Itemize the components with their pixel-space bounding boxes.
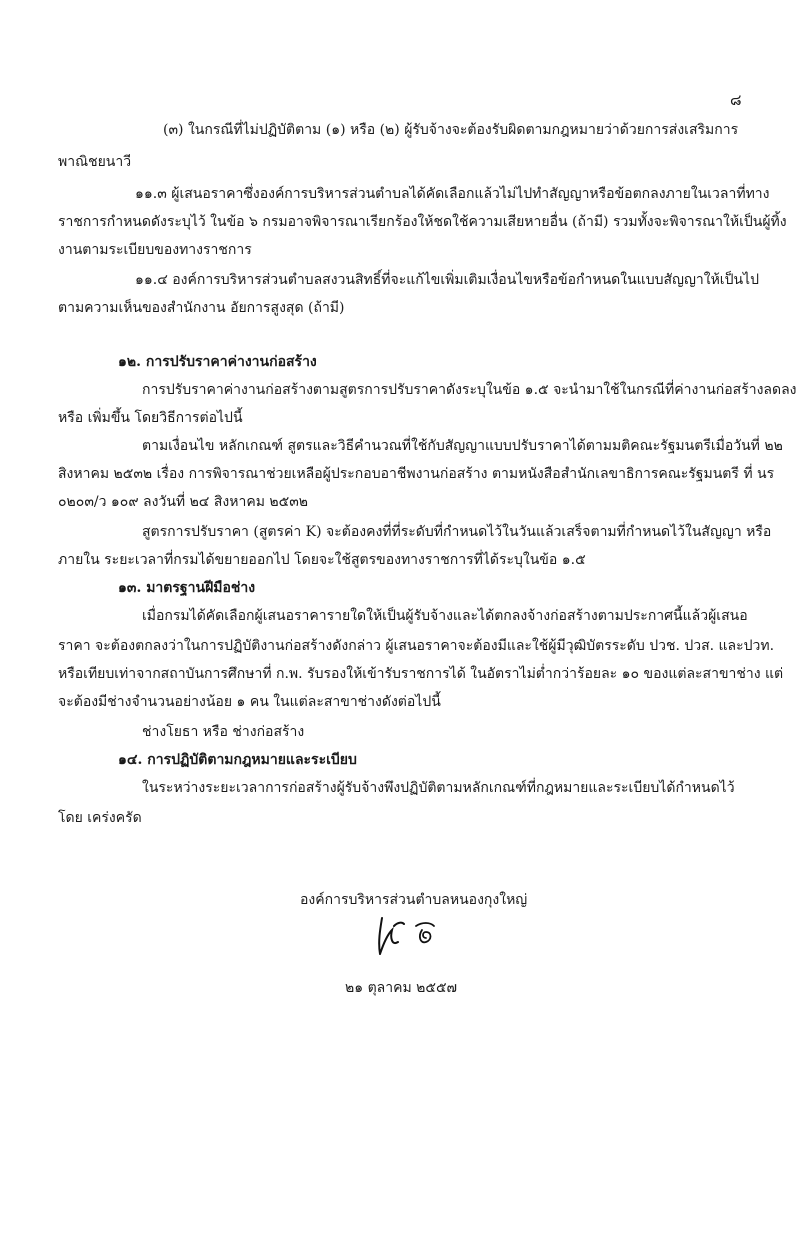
page-number: ๘ [730,91,742,109]
section-12-para-3-line-2: ภายใน ระยะเวลาที่กรมได้ขยายออกไป โดยจะใช้สูตรของทางราชการที่ได้ระบุในข้อ ๑.๕ [58,552,586,568]
handwritten-signature [372,912,442,960]
section-12-heading: ๑๒. การปรับราคาค่างานก่อสร้าง [118,354,317,370]
page-margin [0,1120,800,1257]
clause-11-4-line-2: ตามความเห็นของสำนักงาน อัยการสูงสุด (ถ้ามี) [58,300,345,316]
section-13-para-line-2: ราคา จะต้องตกลงว่าในการปฏิบัติงานก่อสร้างดังกล่าว ผู้เสนอราคาจะต้องมีและใช้ผู้มีวุฒิบัตรระดับ ปวช. ปวส. และปวท. [58,638,775,654]
signing-organization: องค์การบริหารส่วนตำบลหนองกุงใหญ่ [300,892,528,908]
section-13-para-line-1: เมื่อกรมได้คัดเลือกผู้เสนอราคารายใดให้เป็นผู้รับจ้างและได้ตกลงจ้างก่อสร้างตามประกาศนี้แล้วผู้เสนอ [142,608,748,624]
section-13-para-line-3: หรือเทียบเท่าจากสถาบันการศึกษาที่ ก.พ. รับรองให้เข้ารับราชการได้ ในอัตราไม่ต่ำกว่าร้อยละ ๑๐ ของแต่ละสาขาช่าง แต่ [58,666,784,682]
section-13-trade: ช่างโยธา หรือ ช่างก่อสร้าง [142,724,305,740]
section-14-para-line-2: โดย เคร่งครัด [58,810,142,826]
clause-11-2-3-line-1: (๓) ในกรณีที่ไม่ปฏิบัติตาม (๑) หรือ (๒) ผู้รับจ้างจะต้องรับผิดตามกฎหมายว่าด้วยการส่งเสริมการ [163,122,739,138]
clause-11-3-line-1: ๑๑.๓ ผู้เสนอราคาซึ่งองค์การบริหารส่วนตำบลได้คัดเลือกแล้วไม่ไปทำสัญญาหรือข้อตกลงภายในเวลาที่ทาง [135,186,770,202]
clause-11-2-3-line-2: พาณิชยนาวี [58,154,132,170]
section-13-heading: ๑๓. มาตรฐานฝีมือช่าง [118,580,256,596]
signing-date: ๒๑ ตุลาคม ๒๕๕๗ [345,980,458,996]
section-14-para-line-1: ในระหว่างระยะเวลาการก่อสร้างผู้รับจ้างพึงปฏิบัติตามหลักเกณฑ์ที่กฎหมายและระเบียบได้กำหนดไว้ [142,780,735,796]
section-14-heading: ๑๔. การปฏิบัติตามกฎหมายและระเบียบ [118,752,357,768]
section-12-para-1-line-2: หรือ เพิ่มขึ้น โดยวิธีการต่อไปนี้ [58,410,243,426]
clause-11-4-line-1: ๑๑.๔ องค์การบริหารส่วนตำบลสงวนสิทธิ์ที่จะแก้ไขเพิ่มเติมเงื่อนไขหรือข้อกำหนดในแบบสัญญาให้เป็นไป [135,272,759,288]
clause-11-3-line-2: ราชการกำหนดดังระบุไว้ ในข้อ ๖ กรมอาจพิจารณาเรียกร้องให้ชดใช้ความเสียหายอื่น (ถ้ามี) รวมทั้งจะพิจารณาให้เป็นผู้ทิ้ง [58,214,787,230]
section-12-para-2-line-3: ๐๒๐๓/ว ๑๐๙ ลงวันที่ ๒๔ สิงหาคม ๒๕๓๒ [58,494,308,510]
section-12-para-3-line-1: สูตรการปรับราคา (สูตรค่า K) จะต้องคงที่ที่ระดับที่กำหนดไว้ในวันแล้วเสร็จตามที่กำหนดไว้ในสัญญา หรือ [142,524,772,540]
clause-11-3-line-3: งานตามระเบียบของทางราชการ [58,242,252,258]
section-12-para-1-line-1: การปรับราคาค่างานก่อสร้างตามสูตรการปรับราคาดังระบุในข้อ ๑.๕ จะนำมาใช้ในกรณีที่ค่างานก่อสร้างลดลง [142,382,797,398]
section-13-para-line-4: จะต้องมีช่างจำนวนอย่างน้อย ๑ คน ในแต่ละสาขาช่างดังต่อไปนี้ [58,694,441,710]
section-12-para-2-line-1: ตามเงื่อนไข หลักเกณฑ์ สูตรและวิธีคำนวณที่ใช้กับสัญญาแบบปรับราคาได้ตามมติคณะรัฐมนตรีเมื่อวันที่ ๒๒ [142,438,783,454]
section-12-para-2-line-2: สิงหาคม ๒๕๓๒ เรื่อง การพิจารณาช่วยเหลือผู้ประกอบอาชีพงานก่อสร้าง ตามหนังสือสำนักเลขาธิการคณะรัฐมนตรี ที่ นร [58,466,775,482]
